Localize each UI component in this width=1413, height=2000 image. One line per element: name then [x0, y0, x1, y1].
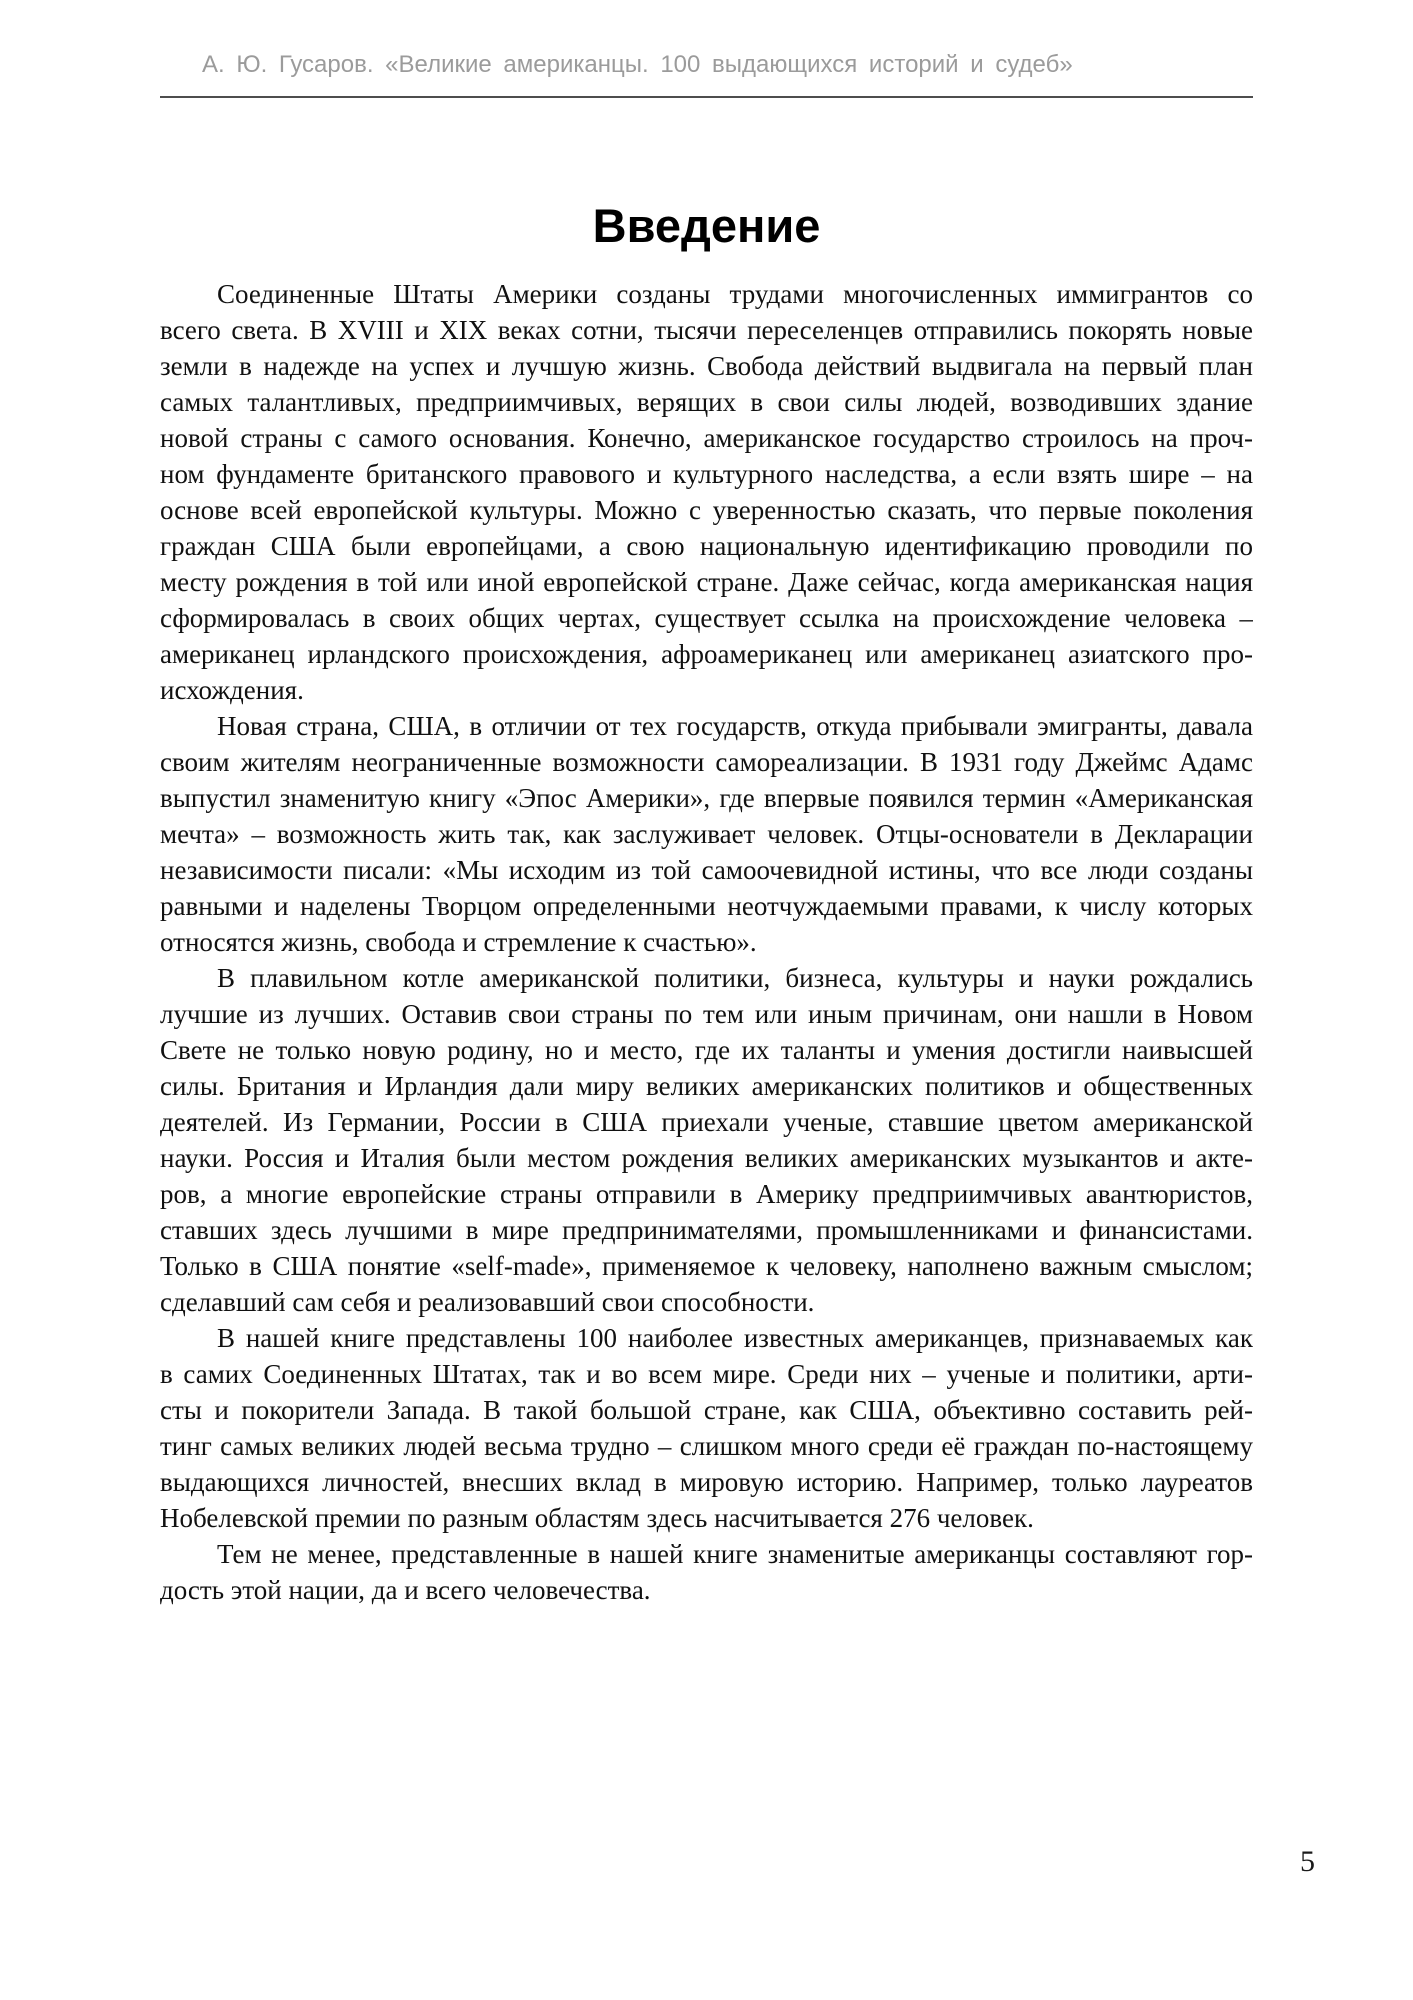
- running-title: А. Ю. Гусаров. «Великие американцы. 100 выдающихся историй и судеб»: [202, 51, 1073, 78]
- text-line: выдающихся личностей, внесших вклад в мировую историю. Например, только лауреатов: [160, 1467, 1253, 1497]
- text-line: выпустил знаменитую книгу «Эпос Америки», где впервые появился термин «Американская: [160, 783, 1253, 813]
- text-line: сты и покорители Запада. В такой большой стране, как США, объективно составить рей-: [160, 1395, 1253, 1425]
- header-rule: [160, 96, 1253, 98]
- text-line: земли в надежде на успех и лучшую жизнь. Свобода действий выдвигала на первый план: [160, 351, 1253, 381]
- text-line: Нобелевской премии по разным областям здесь насчитывается 276 человек.: [160, 1503, 1034, 1533]
- text-line: граждан США были европейцами, а свою национальную идентификацию проводили по: [160, 531, 1253, 561]
- text-line: ров, а многие европейские страны отправили в Америку предприимчивых авантюристов,: [160, 1179, 1253, 1209]
- paragraph: [160, 1536, 1253, 1608]
- text-line: Новая страна, США, в отличии от тех государств, откуда прибывали эмигранты, давала: [217, 711, 1253, 741]
- text-line: новой страны с самого основания. Конечно, американское государство строилось на проч-: [160, 423, 1253, 453]
- chapter-title: Введение: [592, 199, 821, 252]
- body-text: [160, 276, 1253, 1608]
- paragraph: [160, 276, 1253, 708]
- text-line: сделавший сам себя и реализовавший свои способности.: [160, 1287, 815, 1317]
- text-line: относятся жизнь, свобода и стремление к счастью».: [160, 927, 757, 957]
- text-line: своим жителям неограниченные возможности самореализации. В 1931 году Джеймс Адамс: [160, 747, 1253, 777]
- text-line: Тем не менее, представленные в нашей книге знаменитые американцы составляют гор-: [217, 1539, 1253, 1569]
- text-line: ставших здесь лучшими в мире предпринимателями, промышленниками и финансистами.: [160, 1215, 1253, 1245]
- page-number: 5: [1300, 1845, 1315, 1878]
- text-line: В плавильном котле американской политики, бизнеса, культуры и науки рождались: [217, 963, 1253, 993]
- text-line: ном фундаменте британского правового и культурного наследства, а если взять шире – на: [160, 459, 1253, 489]
- text-line: равными и наделены Творцом определенными неотчуждаемыми правами, к числу которых: [160, 891, 1253, 921]
- text-line: науки. Россия и Италия были местом рождения великих американских музыкантов и акте-: [160, 1143, 1253, 1173]
- text-line: сформировалась в своих общих чертах, существует ссылка на происхождение человека –: [160, 603, 1253, 633]
- text-line: Соединенные Штаты Америки созданы трудами многочисленных иммигрантов со: [217, 279, 1253, 309]
- paragraph: [160, 960, 1253, 1320]
- text-line: основе всей европейской культуры. Можно с уверенностью сказать, что первые поколения: [160, 495, 1253, 525]
- text-line: тинг самых великих людей весьма трудно – слишком много среди её граждан по-настоящему: [160, 1431, 1253, 1461]
- text-line: дость этой нации, да и всего человечества.: [160, 1575, 651, 1605]
- paragraph: [160, 708, 1253, 960]
- text-line: мечта» – возможность жить так, как заслуживает человек. Отцы-основатели в Декларации: [160, 819, 1253, 849]
- text-line: Свете не только новую родину, но и место, где их таланты и умения достигли наивысшей: [160, 1035, 1253, 1065]
- page-header: [160, 50, 1253, 98]
- text-line: месту рождения в той или иной европейской стране. Даже сейчас, когда американская нация: [160, 567, 1253, 597]
- text-line: независимости писали: «Мы исходим из той самоочевидной истины, что все люди созданы: [160, 855, 1253, 885]
- text-line: деятелей. Из Германии, России в США приехали ученые, ставшие цветом американской: [160, 1107, 1253, 1137]
- text-line: В нашей книге представлены 100 наиболее известных американцев, признаваемых как: [217, 1323, 1253, 1353]
- text-line: всего света. В XVIII и XIX веках сотни, тысячи переселенцев отправились покорять новые: [160, 315, 1253, 345]
- text-line: в самих Соединенных Штатах, так и во всем мире. Среди них – ученые и политики, арти-: [160, 1359, 1253, 1389]
- paragraph: [160, 1320, 1253, 1536]
- text-line: исхождения.: [160, 675, 304, 705]
- text-line: Только в США понятие «self-made», применяемое к человеку, наполнено важным смыслом;: [160, 1251, 1253, 1281]
- text-line: американец ирландского происхождения, афроамериканец или американец азиатского про-: [160, 639, 1253, 669]
- text-line: силы. Британия и Ирландия дали миру великих американских политиков и общественных: [160, 1071, 1253, 1101]
- text-line: лучшие из лучших. Оставив свои страны по тем или иным причинам, они нашли в Новом: [160, 999, 1253, 1029]
- text-line: самых талантливых, предприимчивых, верящих в свои силы людей, возводивших здание: [160, 387, 1253, 417]
